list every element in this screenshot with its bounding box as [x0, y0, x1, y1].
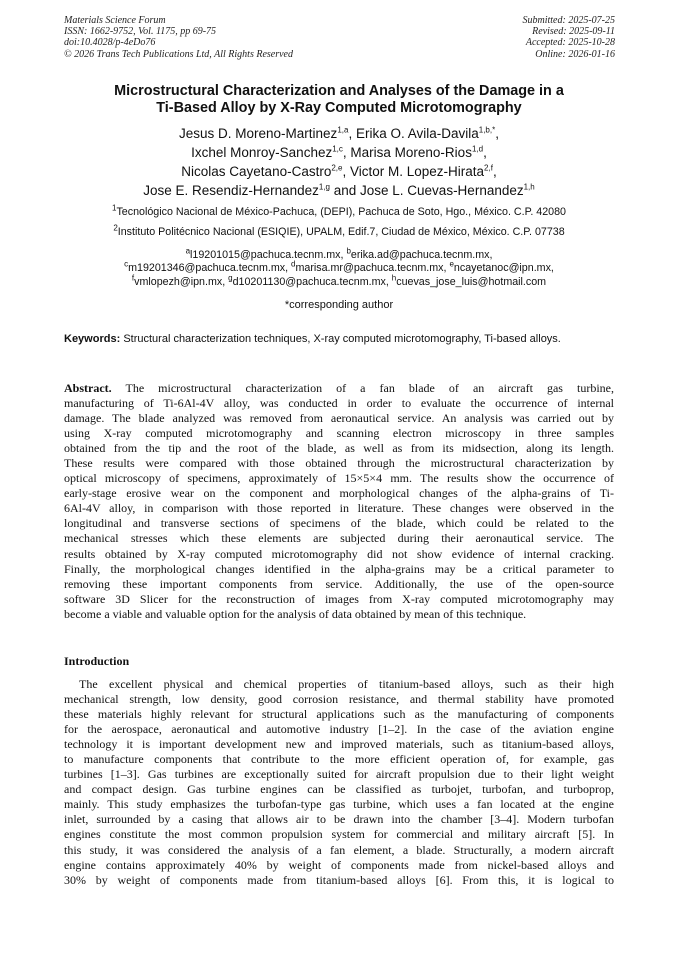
abstract-block — [64, 381, 614, 622]
email-line — [54, 273, 624, 289]
submitted-date: Submitted: 2025-07-25 — [522, 15, 615, 26]
abstract-line: longitudinal and transverse sections of specimens of the blade, which could be related to the — [64, 516, 614, 531]
abstract-line: optical microscopy of specimens, approximately of 15×5×4 mm. The results show the occurrence of — [64, 471, 614, 486]
affiliation-sup: 2 — [113, 223, 118, 233]
intro-line: turbines [1–3]. Gas turbines are exceptionally suited for aircraft propulsion due to their light weight — [64, 767, 614, 782]
abstract-line: manufacturing of Ti-6Al-4V alloy, was conducted in order to evaluate the occurrence of internal — [64, 396, 614, 411]
email-sup: g — [228, 273, 233, 283]
affiliation-text: Tecnológico Nacional de México-Pachuca, (DEPI), Pachuca de Soto, Hgo., México. C.P. 42080 — [116, 206, 566, 218]
introduction-body — [64, 677, 614, 888]
abstract-line: using X-ray computed microtomography and scanning electron microscopy in three samples — [64, 426, 614, 441]
email-line — [54, 259, 624, 275]
intro-line: inlet, surrounded by a casing that allows air to be drawn into the chamber [3–4]. Modern turbofan — [64, 812, 614, 827]
author-name: Jesus D. Moreno-Martinez — [179, 126, 338, 141]
abstract-line: results obtained by X-ray computed microtomography did not show evidence of internal cracking. — [64, 546, 614, 561]
author-separator: , — [342, 145, 351, 160]
author-affil-sup: 1,b,* — [478, 125, 496, 135]
revised-date: Revised: 2025-09-11 — [532, 26, 615, 38]
intro-line: mainly. This study emphasizes the turbofan-type gas turbine, which uses a fan located at the engine — [64, 797, 614, 812]
title-line: Microstructural Characterization and Analyses of the Damage in a — [114, 83, 564, 99]
abstract-label: Abstract. — [64, 381, 112, 395]
abstract-line: software 3D Slicer for the reconstruction of images from X-ray computed microtomography may — [64, 591, 614, 606]
author-affil-sup: 1,g — [318, 182, 330, 192]
intro-line: 30% by weight of components made from titanium-based alloys [6]. From this, it is logical to — [64, 872, 614, 887]
abstract-line: These results were compared with those obtained through the microstructural characterization by — [64, 456, 614, 471]
journal-header — [64, 15, 293, 60]
email-sup: b — [346, 246, 351, 256]
email-line — [54, 246, 624, 262]
abstract-line — [64, 381, 614, 396]
intro-line: mechanical strength, low density, good corrosion resistance, and thermal stability have promoted — [64, 692, 614, 707]
author-list — [54, 124, 624, 200]
author-separator: , — [348, 126, 356, 141]
email-sup: c — [124, 259, 129, 269]
author-affil-sup: 1,h — [523, 182, 535, 192]
accepted-date: Accepted: 2025-10-28 — [525, 37, 615, 49]
intro-line: and compact design. Gas turbine engines can be classified as turbojet, turbofan, and turboprop, — [64, 782, 614, 797]
author-separator: , — [492, 164, 497, 179]
doi[interactable]: doi:10.4028/p-4eDo76 — [64, 37, 156, 49]
abstract-line: damage. The blade analyzed was removed from aeronautical service. An analysis was carried out by — [64, 411, 614, 426]
online-date: Online: 2026-01-16 — [535, 48, 615, 60]
keywords-text: Structural characterization techniques, X-ray computed microtomography, Ti-based alloys. — [123, 333, 561, 345]
email-sup: h — [391, 273, 397, 283]
affiliation-sup: 1 — [112, 203, 117, 213]
email-address[interactable]: erika.ad@pachuca.tecnm.mx, — [350, 249, 493, 261]
abstract-line: Finally, the morphological changes identified in the alpha-grains may be a critical parameter to — [64, 561, 614, 576]
email-address[interactable]: vmlopezh@ipn.mx, — [134, 275, 229, 288]
author-line — [54, 162, 624, 181]
author-separator: , — [342, 164, 350, 179]
intro-line: engine contains approximately 40% by weight of components made from nickel-based alloys and — [64, 857, 614, 872]
author-affil-sup: 1,a — [337, 125, 349, 135]
affiliation — [54, 203, 624, 218]
email-address[interactable]: cuevas_jose_luis@hotmail.com — [396, 275, 547, 288]
dates-header — [523, 15, 616, 60]
email-sup: d — [291, 259, 296, 269]
author-affil-sup: 2,e — [331, 163, 343, 173]
email-sup: e — [449, 259, 454, 269]
keywords-block — [64, 333, 614, 346]
intro-line: The excellent physical and chemical properties of titanium-based alloys, such as their high — [79, 677, 614, 691]
author-line — [54, 124, 624, 143]
author-line — [54, 143, 624, 162]
email-sup: f — [131, 273, 135, 283]
author-name: Victor M. Lopez-Hirata — [349, 164, 485, 179]
title-line: Ti-Based Alloy by X-Ray Computed Microtomography — [156, 100, 522, 116]
abstract-line: obtained from the tip and the root of the blade, as well as from its midsection, along its length. — [64, 441, 614, 456]
corresponding-author-note: *corresponding author — [284, 299, 394, 311]
email-address[interactable]: marisa.mr@pachuca.tecnm.mx, — [295, 262, 450, 275]
author-name: Jose L. Cuevas-Hernandez — [360, 183, 524, 198]
intro-line: technology it is important development new and improved materials, such as titanium-based alloys, — [64, 737, 614, 752]
affiliation — [54, 223, 624, 238]
intro-line: this study, it was considered the analysis of a fan element, a blade. Structurally, a modern aircraft — [64, 842, 614, 857]
author-name: Ixchel Monroy-Sanchez — [191, 145, 333, 160]
author-name: Jose E. Resendiz-Hernandez — [143, 183, 319, 198]
author-separator: , — [483, 145, 487, 160]
journal-name: Materials Science Forum — [64, 15, 166, 26]
intro-line: for the aerospace, aeronautical and automotive industry [1–2]. In the case of the aviation engine — [64, 722, 614, 737]
author-separator: and — [329, 183, 361, 198]
author-separator: , — [495, 126, 499, 141]
email-address[interactable]: l19201015@pachuca.tecnm.mx, — [190, 249, 347, 261]
affiliation-text: Instituto Politécnico Nacional (ESIQIE), UPALM, Edif.7, Ciudad de México, México. C.P. 07738 — [117, 226, 565, 238]
email-sup: a — [185, 246, 191, 256]
abstract-line: early-stage erosive wear on the component and morphological changes of the alpha-grains of Ti- — [64, 486, 614, 501]
email-address[interactable]: m19201346@pachuca.tecnm.mx, — [128, 262, 292, 275]
intro-line: engines constitute the most common propulsion system for commercial and military aircraft [5]. In — [64, 827, 614, 842]
abstract-text: The microstructural characterization of a fan blade of an aircraft gas turbine, — [125, 381, 614, 395]
abstract-line: removing these important components from service. Additionally, the use of the open-source — [64, 576, 614, 591]
abstract-line: become a viable and valuable option for the analysis of data obtained by mean of this technique. — [64, 606, 527, 621]
author-name: Erika O. Avila-Davila — [355, 126, 479, 141]
section-heading-introduction: Introduction — [64, 654, 130, 668]
intro-line: these materials highly relevant for structural applications such as the manufacturing of components — [64, 707, 614, 722]
author-name: Marisa Moreno-Rios — [350, 145, 472, 160]
email-address[interactable]: d10201130@pachuca.tecnm.mx, — [232, 275, 392, 288]
author-affil-sup: 1,d — [471, 144, 484, 154]
abstract-line: 6Al-4V alloy, in comparison with those reported in literature. These changes were observed in the — [64, 501, 614, 516]
intro-line: to manufacture components that contribute to the more efficient operation of, for example, gas — [64, 752, 614, 767]
paper-title — [64, 83, 614, 117]
author-name: Nicolas Cayetano-Castro — [181, 164, 332, 179]
email-list — [54, 246, 624, 289]
copyright: © 2026 Trans Tech Publications Ltd, All Rights Reserved — [64, 48, 293, 60]
issn: ISSN: 1662-9752, Vol. 1175, pp 69-75 — [64, 26, 217, 38]
abstract-line: mechanical stresses which these elements are subjected during their aeronautical service. The — [64, 531, 614, 546]
email-address[interactable]: ncayetanoc@ipn.mx, — [453, 262, 554, 275]
keywords-label: Keywords: — [64, 333, 121, 345]
author-line — [54, 181, 624, 200]
author-affil-sup: 1,c — [332, 144, 343, 154]
author-affil-sup: 2,f — [484, 163, 493, 173]
